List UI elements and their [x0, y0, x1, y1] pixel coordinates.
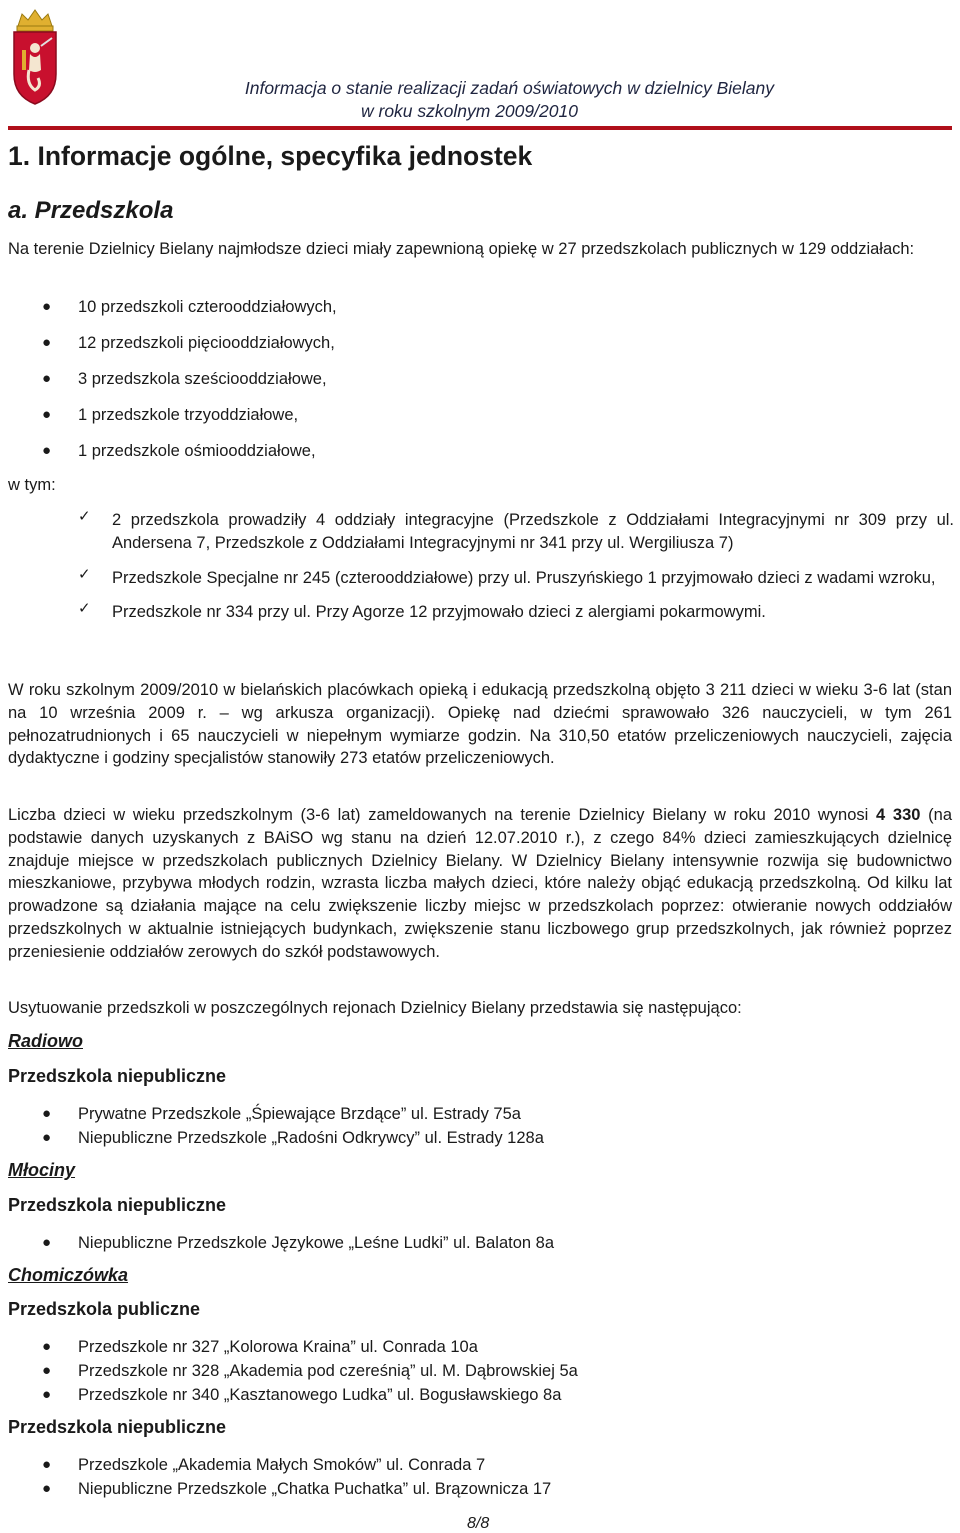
- subsection-title: a. Przedszkola: [8, 197, 174, 224]
- preschool-kinds-list: [0, 298, 337, 478]
- region-radiowo: Radiowo: [8, 1031, 83, 1051]
- bullet-icon: ●: [42, 442, 52, 459]
- warsaw-coat-of-arms-icon: [8, 4, 62, 108]
- bullet-icon: ●: [42, 1234, 52, 1251]
- list-item: ● Niepubliczne Przedszkole „Radośni Odkrywcy” ul. Estrady 128a: [0, 1126, 544, 1150]
- bullet-icon: ●: [42, 1362, 52, 1379]
- intro-paragraph: Na terenie Dzielnicy Bielany najmłodsze dzieci miały zapewnioną opiekę w 27 przedszkolach publicznych w 129 oddziałach:: [8, 240, 915, 258]
- bullet-icon: ●: [42, 1338, 52, 1355]
- bullet-icon: ●: [42, 1129, 52, 1146]
- header-title: Informacja o stanie realizacji zadań oświatowych w dzielnicy Bielany: [244, 78, 774, 98]
- paragraph-enrollment: W roku szkolnym 2009/2010 w bielańskich placówkach opieką i edukacją przedszkolną objęto 3 211 dzieci w wieku 3-6 lat (stan na 10 września 2009 r. – wg arkusza organizacji). Opiekę nad dziećmi sprawowało 326 nauczycieli, w tym 261 pełnozatrudnionych i 65 nauczycieli w niepełnym wymiarze godzin. Na 310,50 etatów przeliczeniowych nauczycieli, zajęcia dydaktyczne i godziny specjalistów stanowiły 273 etatów przeliczeniowych.: [8, 681, 952, 768]
- list-item: ● 3 przedszkola sześciooddziałowe,: [42, 370, 327, 388]
- group-title: Przedszkola publiczne: [8, 1299, 201, 1319]
- paragraph-locations-intro: Usytuowanie przedszkoli w poszczególnych rejonach Dzielnicy Bielany przedstawia się następująco:: [8, 999, 742, 1017]
- checkmark-icon: ✓: [78, 508, 91, 525]
- list-item: ● Przedszkole „Akademia Małych Smoków” ul. Conrada 7: [0, 1453, 551, 1477]
- chomiczowka-private-list: [0, 1453, 551, 1501]
- bullet-icon: ●: [42, 370, 52, 387]
- list-item: ● Przedszkole nr 340 „Kasztanowego Ludka” ul. Bogusławskiego 8a: [0, 1383, 578, 1407]
- region-chomiczowka: Chomiczówka: [8, 1265, 129, 1285]
- bullet-icon: ●: [42, 298, 52, 315]
- list-item: ● Niepubliczne Przedszkole „Chatka Puchatka” ul. Brązownicza 17: [0, 1477, 551, 1501]
- bullet-icon: ●: [42, 1386, 52, 1403]
- w-tym-label: w tym:: [8, 476, 56, 494]
- checkmark-icon: ✓: [78, 565, 91, 583]
- list-item: ● Przedszkole nr 327 „Kolorowa Kraina” ul. Conrada 10a: [0, 1335, 578, 1359]
- checkmark-icon: ✓: [78, 600, 91, 618]
- list-item: ● 12 przedszkoli pięciooddziałowych,: [42, 334, 335, 352]
- group-title: Przedszkola niepubliczne: [8, 1066, 227, 1086]
- bullet-icon: ●: [42, 1480, 52, 1497]
- header-subtitle: w roku szkolnym 2009/2010: [361, 101, 578, 121]
- bullet-icon: ●: [42, 1456, 52, 1473]
- group-title: Przedszkola niepubliczne: [8, 1417, 227, 1437]
- list-item: ● Prywatne Przedszkole „Śpiewające Brzdące” ul. Estrady 75a: [0, 1102, 544, 1126]
- paragraph-demographics: Liczba dzieci w wieku przedszkolnym (3-6 lat) zameldowanych na terenie Dzielnicy Bielany w roku 2010 wynosi 4 330 (na podstawie danych uzyskanych z BAiSO wg stanu na dzień 12.07.2010 r.), z czego 84% dzieci zamieszkujących dzielnicę znajduje miejsce w przedszkolach publicznych Dzielnicy Bielany. W Dzielnicy Bielany intensywnie rozwija się budownictwo mieszkaniowe, przybywa młodych rodzin, wzrasta liczba małych dzieci, które należy objąć edukacją przedszkolną. Od kilku lat prowadzone są działania mające na celu zwiększenie liczby miejsc w przedszkolach poprzez: otwieranie nowych oddziałów przedszkolnych w aktualnie istniejących budynkach, zwiększenie stanu liczbowego grup przedszkolnych, jak również poprzez przeniesienie oddziałów zerowych do szkół podstawowych.: [8, 806, 953, 961]
- list-item: ● 1 przedszkole trzyoddziałowe,: [42, 406, 299, 424]
- region-mlociny: Młociny: [8, 1160, 76, 1180]
- group-title: Przedszkola niepubliczne: [8, 1195, 227, 1215]
- section-title: 1. Informacje ogólne, specyfika jednostek: [8, 141, 533, 171]
- page-number: 8/8: [467, 1515, 490, 1532]
- list-item: ● 1 przedszkole ośmiooddziałowe,: [42, 442, 316, 460]
- bullet-icon: ●: [42, 334, 52, 351]
- children-count: 4 330: [876, 806, 921, 824]
- list-item: ● Przedszkole nr 328 „Akademia pod czereśnią” ul. M. Dąbrowskiej 5a: [0, 1359, 578, 1383]
- mlociny-list: [0, 1231, 554, 1255]
- bullet-icon: ●: [42, 406, 52, 423]
- chomiczowka-public-list: [0, 1335, 578, 1407]
- list-item: ✓ Przedszkole nr 334 przy ul. Przy Agorze 12 przyjmowało dzieci z alergiami pokarmowymi.: [78, 600, 766, 622]
- header-divider: [8, 126, 952, 130]
- list-item: ✓ 2 przedszkola prowadziły 4 oddziały integracyjne (Przedszkole z Oddziałami Integracyjnymi nr 309 przy ul. Andersena 7, Przedszkole z Oddziałami Integracyjnymi nr 341 przy ul. Wergiliusza 7): [78, 508, 954, 552]
- radiowo-list: [0, 1102, 544, 1150]
- special-preschools-list: [78, 509, 954, 624]
- list-item: ● Niepubliczne Przedszkole Językowe „Leśne Ludki” ul. Balaton 8a: [0, 1231, 554, 1255]
- list-item: ● 10 przedszkoli czterooddziałowych,: [42, 298, 337, 316]
- list-item: ✓ Przedszkole Specjalne nr 245 (czterooddziałowe) przy ul. Pruszyńskiego 1 przyjmowało dzieci z wadami wzroku,: [78, 565, 936, 587]
- bullet-icon: ●: [42, 1105, 52, 1122]
